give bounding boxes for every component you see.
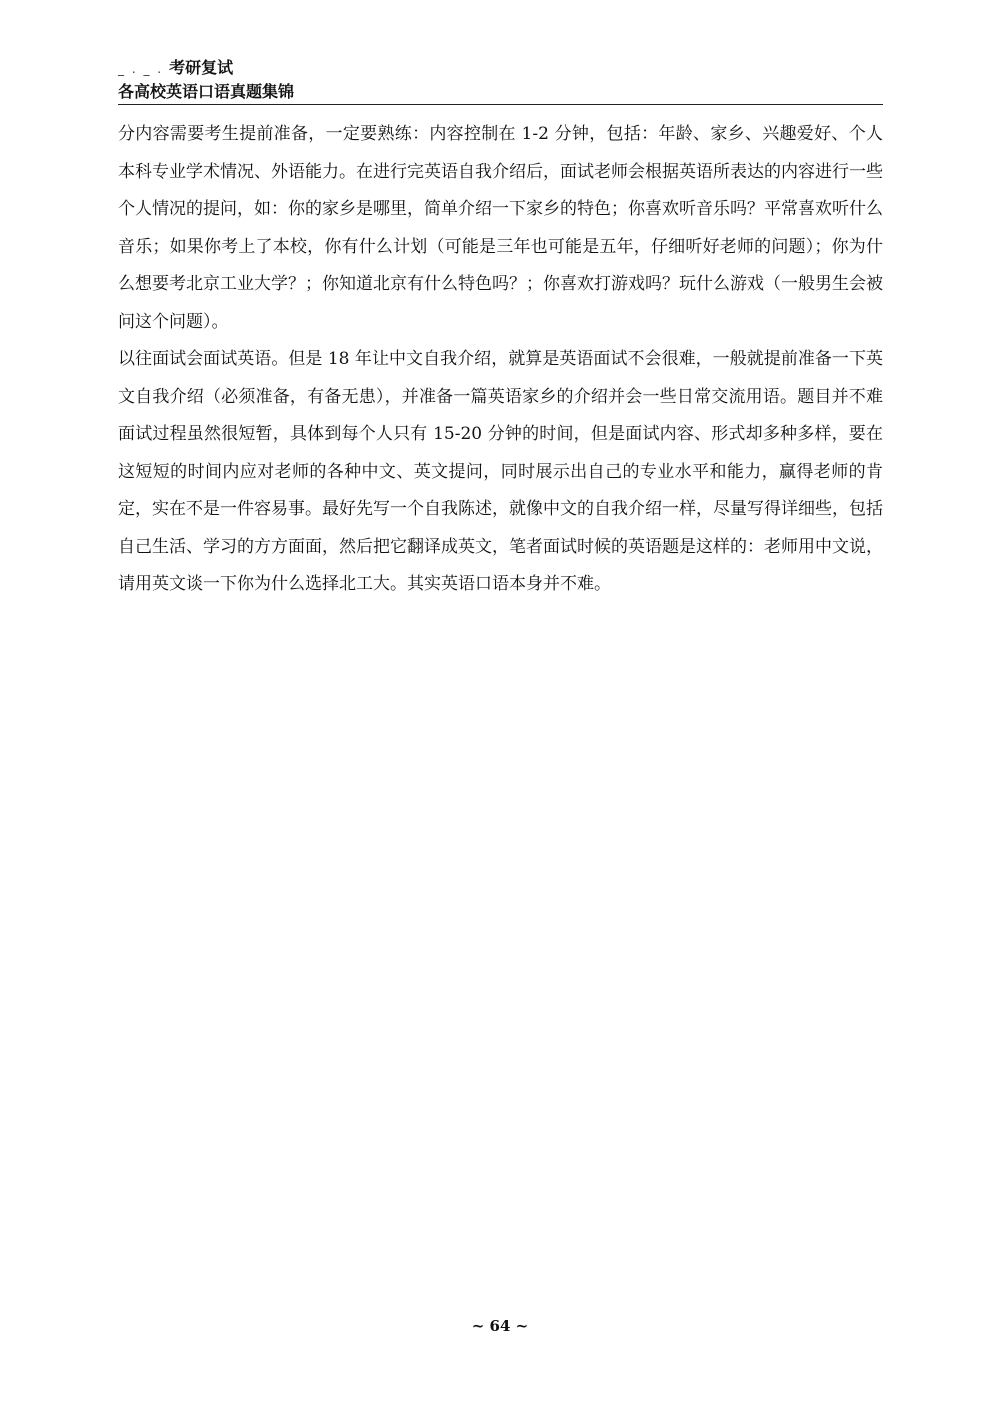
page-number: ~ 64 ~ <box>471 1317 529 1335</box>
running-header <box>118 56 883 104</box>
header-title-line <box>118 56 883 80</box>
header-subtitle: 各高校英语口语真题集锦 <box>118 82 295 101</box>
page-body <box>118 116 883 604</box>
header-divider <box>118 104 883 105</box>
paragraph-2: 以往面试会面试英语。但是 18 年让中文自我介绍，就算是英语面试不会很难，一般就提前准备一下英文自我介绍（必须准备，有备无患），并准备一篇英语家乡的介绍并会一些日常交流用语。题目并不难面试过程虽然很短暂，具体到每个人只有 15-20 分钟的时间，但是面试内容、形式却多种多样，要在这短短的时间内应对老师的各种中文、英文提问，同时展示出自己的专业水平和能力，赢得老师的肯定，实在不是一件容易事。最好先写一个自我陈述，就像中文的自我介绍一样，尽量写得详细些，包括自己生活、学习的方方面面，然后把它翻译成英文，笔者面试时候的英语题是这样的：老师用中文说，请用英文谈一下你为什么选择北工大。其实英语口语本身并不难。 <box>118 349 883 594</box>
header-title: 考研复试 <box>169 58 234 77</box>
paragraph-1: 分内容需要考生提前准备，一定要熟练：内容控制在 1-2 分钟，包括：年龄、家乡、兴趣爱好、个人本科专业学术情况、外语能力。在进行完英语自我介绍后，面试老师会根据英语所表达的内容进行一些个人情况的提问，如：你的家乡是哪里，简单介绍一下家乡的特色；你喜欢听音乐吗？平常喜欢听什么音乐；如果你考上了本校，你有什么计划（可能是三年也可能是五年，仔细听好老师的问题）；你为什么想要考北京工业大学？；你知道北京有什么特色吗？；你喜欢打游戏吗？玩什么游戏（一般男生会被问这个问题）。 <box>118 124 883 332</box>
header-dots: _ . _ . <box>118 62 164 76</box>
